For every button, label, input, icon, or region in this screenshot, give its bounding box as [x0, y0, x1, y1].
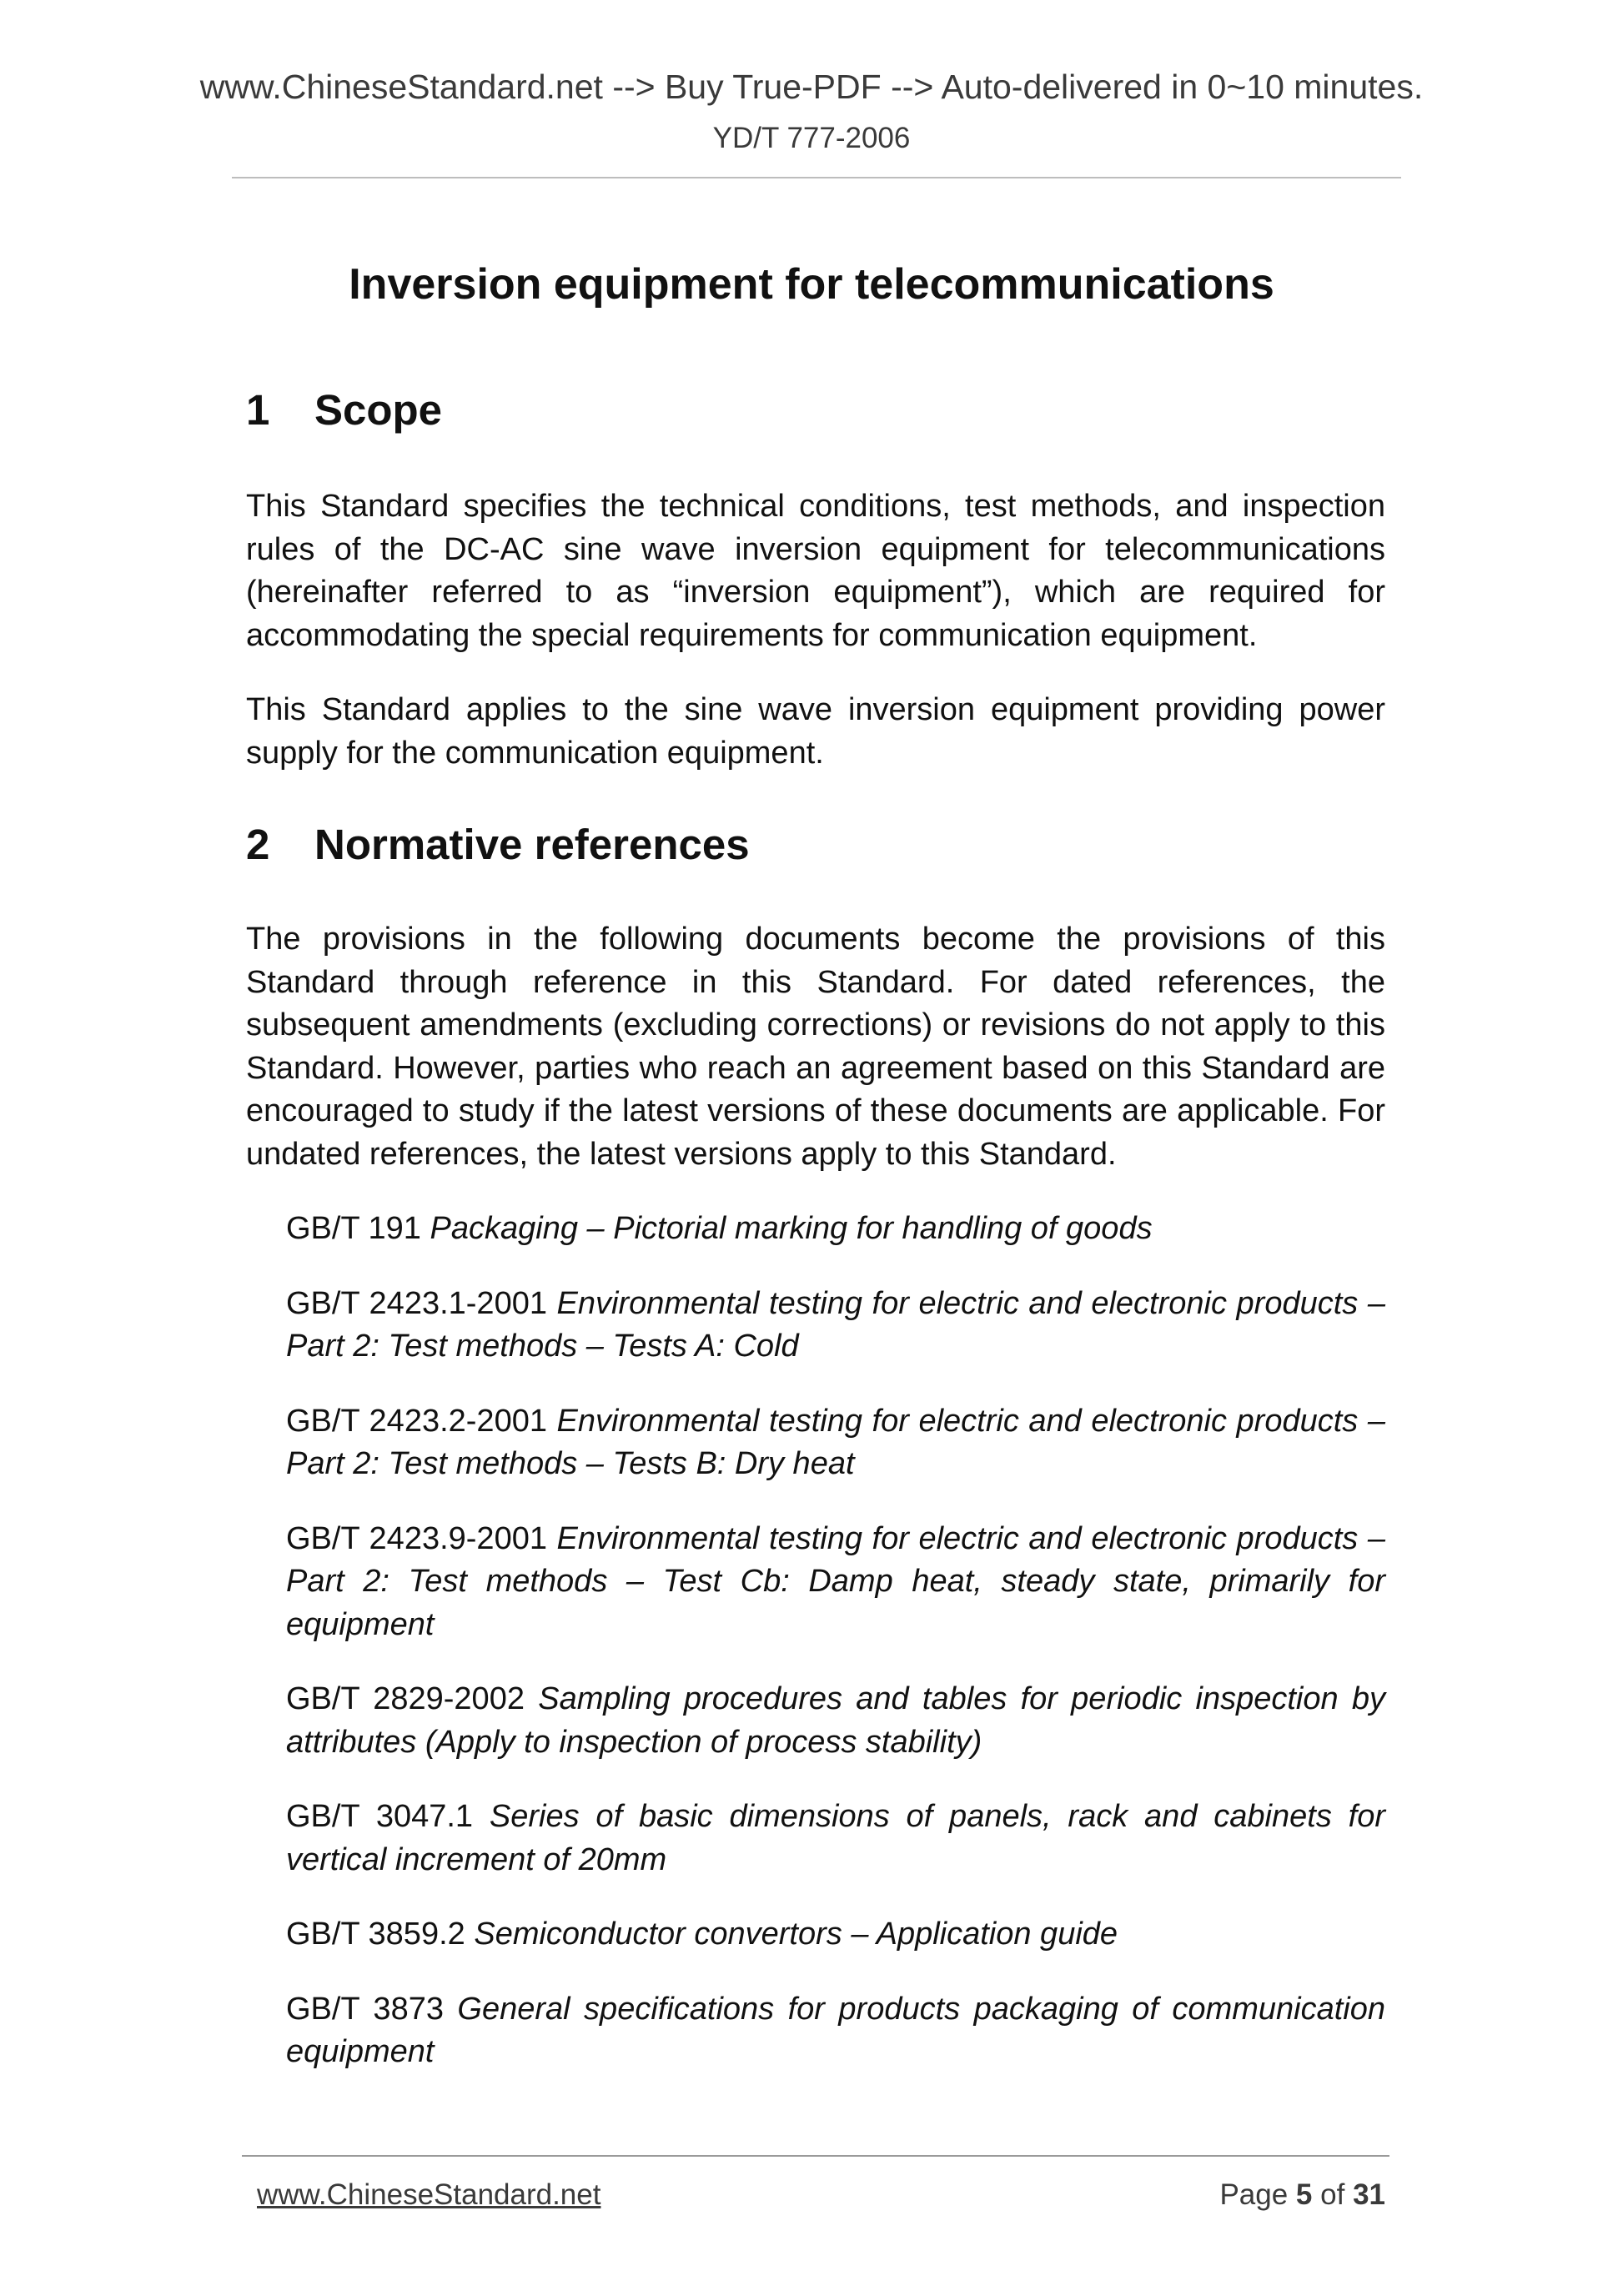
reference-title: Packaging – Pictorial marking for handling of goods: [430, 1211, 1153, 1246]
section-title: Normative references: [314, 821, 750, 868]
scope-paragraph: This Standard specifies the technical conditions, test methods, and inspection rules of the DC-AC sine wave inversion equipment for telecommunications (hereinafter referred to as “inversion equipment”), which are required for accommodating the special requirements for communication equipment.: [246, 489, 1385, 653]
page-indicator: [1219, 2177, 1385, 2213]
reference-code: GB/T 2423.2-2001: [286, 1403, 547, 1439]
reference-title: Series of basic dimensions of panels, rack and cabinets for vertical increment of 20mm: [286, 1799, 1385, 1877]
reference-item: [286, 1913, 1385, 1957]
reference-title: Environmental testing for electric and electronic products – Part 2: Test methods – Tests B: Dry heat: [286, 1403, 1385, 1481]
current-page-number: 5: [1295, 2178, 1313, 2211]
reference-item: [286, 1988, 1385, 2074]
section-number: 2: [246, 821, 270, 868]
document-code: YD/T 777-2006: [712, 122, 911, 154]
reference-code: GB/T 3859.2: [286, 1917, 465, 1952]
document-body: [246, 384, 1385, 2074]
reference-title: Sampling procedures and tables for periodic inspection by attributes (Apply to inspection of process stability): [286, 1681, 1385, 1760]
reference-title: Semiconductor convertors – Application guide: [474, 1917, 1118, 1952]
references-intro-paragraph: The provisions in the following documents become the provisions of this Standard through reference in this Standard. For dated references, the subsequent amendments (excluding corrections) or revisions do not apply to this Standard. However, parties who reach an agreement based on this Standard are encouraged to study if the latest versions of these documents are applicable. For undated references, the latest versions apply to this Standard.: [246, 922, 1385, 1172]
reference-item: [286, 1678, 1385, 1764]
reference-code: GB/T 3873: [286, 1991, 444, 2027]
footer-website-link[interactable]: www.ChineseStandard.net: [257, 2178, 601, 2211]
reference-code: GB/T 191: [286, 1211, 421, 1246]
page-of-label: of: [1320, 2178, 1345, 2211]
top-banner[interactable]: www.ChineseStandard.net --> Buy True-PDF --> Auto-delivered in 0~10 minutes.: [199, 68, 1424, 106]
section-heading-normative-references: [246, 818, 1385, 872]
reference-item: [286, 1400, 1385, 1486]
total-pages-number: 31: [1353, 2178, 1385, 2211]
section-heading-scope: [246, 384, 1385, 437]
section-title: Scope: [314, 386, 443, 434]
section-number: 1: [246, 386, 270, 434]
scope-paragraph: This Standard applies to the sine wave inversion equipment providing power supply for the communication equipment.: [246, 692, 1385, 771]
reference-code: GB/T 2423.1-2001: [286, 1285, 547, 1321]
page-label: Page: [1219, 2178, 1289, 2211]
footer-divider: [242, 2155, 1389, 2157]
reference-title: General specifications for products packaging of communication equipment: [286, 1991, 1385, 2069]
reference-item: [286, 1518, 1385, 1647]
reference-item: [286, 1796, 1385, 1882]
reference-code: GB/T 2829-2002: [286, 1681, 525, 1716]
reference-title: Environmental testing for electric and electronic products – Part 2: Test methods – Tests A: Cold: [286, 1285, 1385, 1364]
header-divider: [232, 177, 1401, 178]
reference-item: [286, 1208, 1385, 1251]
document-title: Inversion equipment for telecommunications: [349, 259, 1274, 309]
reference-title: Environmental testing for electric and electronic products – Part 2: Test methods – Test Cb: Damp heat, steady state, primarily for equipment: [286, 1520, 1385, 1642]
reference-item: [286, 1283, 1385, 1369]
reference-code: GB/T 2423.9-2001: [286, 1520, 547, 1556]
reference-code: GB/T 3047.1: [286, 1799, 474, 1834]
